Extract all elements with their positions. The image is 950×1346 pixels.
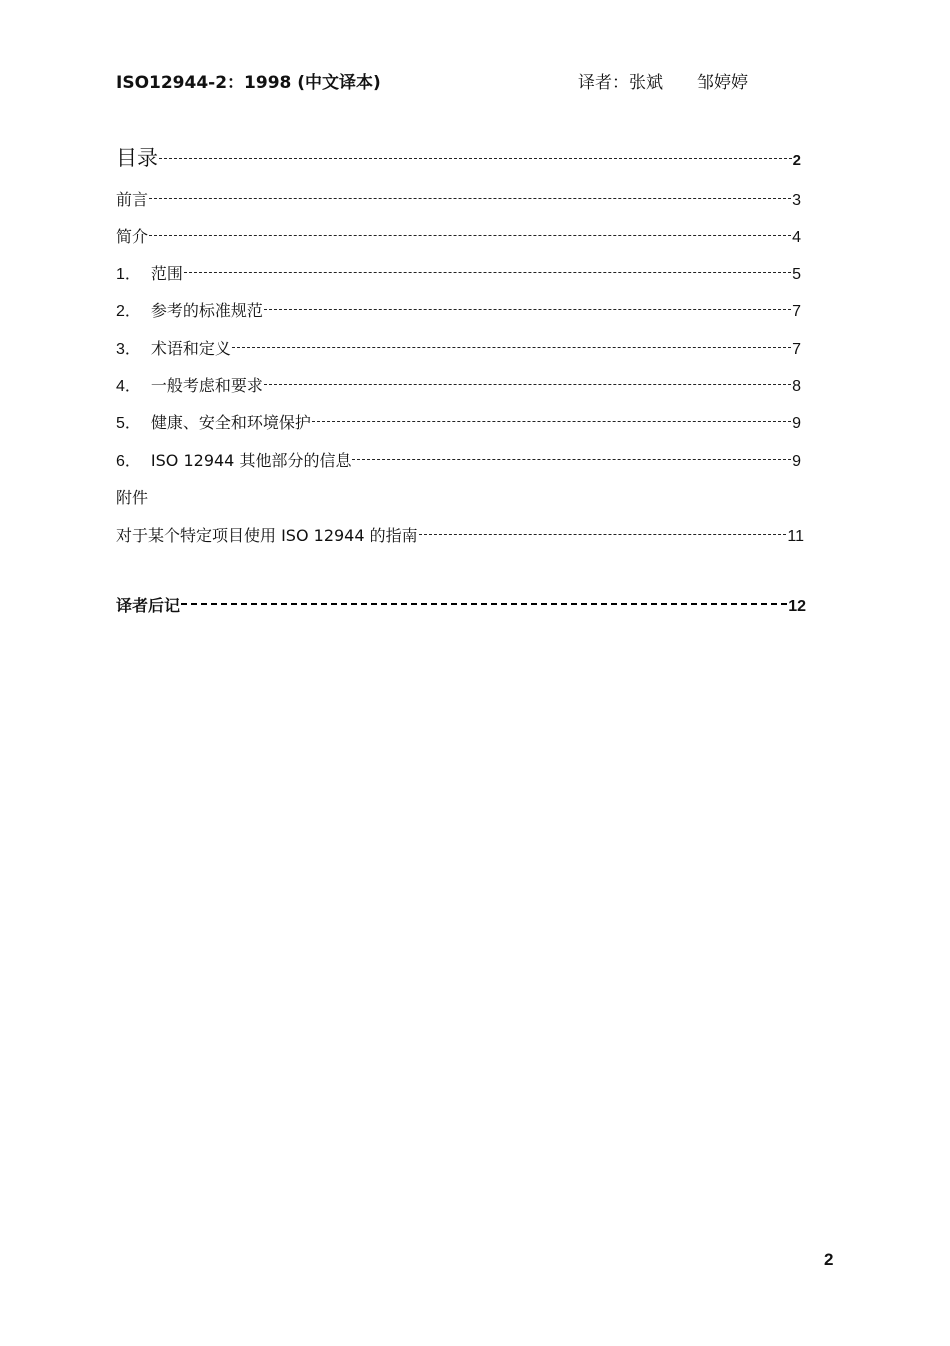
toc-heading-label: 目录 (116, 146, 158, 170)
toc-leader (264, 384, 791, 385)
toc-leader (149, 198, 791, 199)
toc-page-number: 2 (792, 152, 801, 169)
toc-entry-terms-definitions[interactable] (116, 337, 801, 361)
toc-entry-appendix-guide[interactable] (116, 524, 804, 548)
toc-entry-introduction[interactable] (116, 225, 801, 249)
toc-entry-normative-references[interactable] (116, 299, 801, 323)
toc-entry-label: 对于某个特定项目使用 ISO 12944 的指南 (116, 526, 418, 545)
toc-entry-label: ISO 12944 其他部分的信息 (150, 451, 352, 470)
toc-leader (264, 309, 791, 310)
page-header (116, 68, 816, 94)
toc-page-number: 9 (792, 415, 801, 432)
toc-leader (312, 421, 791, 422)
toc-entry-label: 简介 (116, 227, 149, 246)
translator-label: 译者：张斌 (578, 73, 663, 93)
document-title: ISO12944-2：1998 (中文译本) (116, 73, 381, 93)
toc-entry-label: 参考的标准规范 (150, 301, 263, 320)
toc-entry-label: 前言 (116, 190, 149, 209)
toc-leader (181, 603, 787, 605)
translator-name-2: 邹婷婷 (697, 73, 748, 93)
toc-leader (419, 534, 787, 535)
toc-entry-number: 5． (116, 415, 141, 432)
toc-entry-preface[interactable] (116, 188, 801, 212)
toc-page-number: 7 (792, 341, 801, 358)
toc-page-number: 9 (792, 453, 801, 470)
toc-page-number: 11 (787, 528, 804, 545)
toc-entry-number: 3． (116, 341, 141, 358)
toc-entry-label: 一般考虑和要求 (150, 376, 263, 395)
toc-leader (149, 235, 791, 236)
toc-entry-number: 6． (116, 453, 141, 470)
toc-leader (159, 158, 792, 159)
toc-entry-scope[interactable] (116, 262, 801, 286)
toc-leader (184, 272, 791, 273)
toc-page-number: 4 (792, 229, 801, 246)
toc-page-number: 3 (792, 192, 801, 209)
toc-entry-label: 范围 (150, 264, 183, 283)
toc-entry-afterword[interactable] (116, 594, 806, 618)
toc-entry-number: 4． (116, 378, 141, 395)
toc-page-number: 7 (792, 303, 801, 320)
toc-heading[interactable] (116, 146, 801, 170)
toc-page-number: 8 (792, 378, 801, 395)
toc-entry-label: 术语和定义 (150, 339, 231, 358)
toc-entry-label: 译者后记 (116, 596, 181, 615)
toc-entry-number: 2． (116, 303, 141, 320)
translator-credit (578, 68, 748, 93)
toc-page-number: 5 (792, 266, 801, 283)
toc-entry-label: 健康、安全和环境保护 (150, 413, 311, 432)
toc-entry-other-parts-info[interactable] (116, 449, 801, 473)
toc-entry-general-considerations[interactable] (116, 374, 801, 398)
toc-leader (232, 347, 791, 348)
toc-page-number: 12 (788, 598, 806, 615)
toc-entry-number: 1． (116, 266, 141, 283)
page-number: 2 (824, 1250, 834, 1269)
toc-entry-health-safety[interactable] (116, 411, 801, 435)
toc-appendix-heading: 附件 (116, 488, 149, 507)
toc-leader (352, 459, 791, 460)
